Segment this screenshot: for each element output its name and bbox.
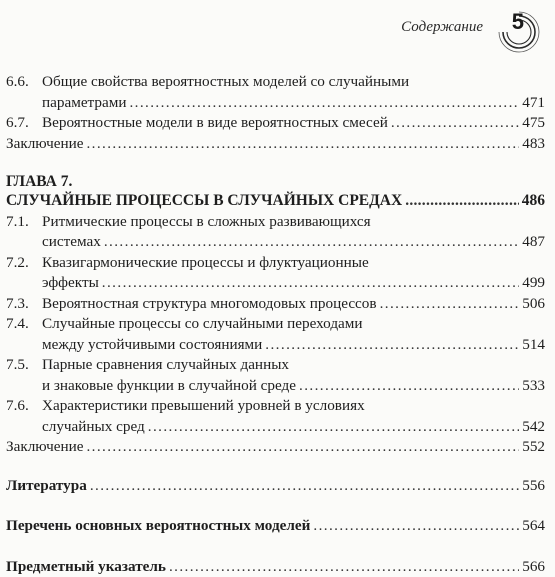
- toc-page-number: 487: [522, 232, 545, 253]
- toc-page-number: 542: [522, 417, 545, 438]
- toc-entry-7-6[interactable]: [6, 396, 545, 437]
- leader-dots: [148, 417, 519, 438]
- toc-page-number: 486: [522, 191, 545, 212]
- toc-entry-7-4[interactable]: [6, 314, 545, 355]
- toc-page-number: 556: [522, 476, 545, 497]
- toc-entry-7-3[interactable]: [6, 294, 545, 315]
- page-number: 5: [512, 9, 524, 35]
- leader-dots: [405, 191, 519, 212]
- toc-page-number: 552: [522, 437, 545, 458]
- toc-entry-text: эффекты: [42, 273, 99, 294]
- toc-page-number: 506: [522, 294, 545, 315]
- toc-entry-7-5[interactable]: [6, 355, 545, 396]
- toc-entry-text: параметрами: [42, 93, 126, 114]
- leader-dots: [265, 335, 519, 356]
- toc-entry-text: Вероятностные модели в виде вероятностных смесей: [42, 113, 388, 134]
- toc-entry-7-1[interactable]: [6, 212, 545, 253]
- toc-entry-text: Литература: [6, 476, 87, 497]
- toc-entry-models-list[interactable]: [6, 516, 545, 537]
- toc-entry-conclusion-6[interactable]: [6, 134, 545, 155]
- toc-entry-number: 7.2.: [6, 253, 29, 274]
- toc-entry-text: между устойчивыми состояниями: [42, 335, 262, 356]
- leader-dots: [169, 557, 519, 577]
- toc-entry-text: Заключение: [6, 134, 83, 155]
- toc-page-number: 564: [522, 516, 545, 537]
- toc-entry-text: Ритмические процессы в сложных развивающихся: [42, 212, 371, 233]
- toc-entry-text: случайных сред: [42, 417, 145, 438]
- leader-dots: [104, 232, 519, 253]
- toc-entry-number: 7.3.: [6, 294, 29, 315]
- leader-dots: [90, 476, 519, 497]
- toc-page-number: 514: [522, 335, 545, 356]
- toc-entry-6-7[interactable]: [6, 113, 545, 134]
- toc-page-number: 566: [522, 557, 545, 577]
- toc-entry-subject-index[interactable]: [6, 557, 545, 577]
- toc-entry-text: Квазигармонические процессы и флуктуационные: [42, 253, 369, 274]
- leader-dots: [391, 113, 519, 134]
- toc-entry-text: Предметный указатель: [6, 557, 166, 577]
- leader-dots: [313, 516, 519, 537]
- leader-dots: [86, 134, 519, 155]
- leader-dots: [86, 437, 519, 458]
- toc-entry-text: Перечень основных вероятностных моделей: [6, 516, 310, 537]
- toc-entry-6-6[interactable]: [6, 72, 545, 113]
- leader-dots: [299, 376, 519, 397]
- toc-entry-number: 7.1.: [6, 212, 29, 233]
- toc-entry-text: Общие свойства вероятностных моделей со случайными: [42, 72, 409, 93]
- toc-page-number: 533: [522, 376, 545, 397]
- toc-entry-chapter-7[interactable]: [6, 191, 545, 212]
- toc-page-number: 499: [522, 273, 545, 294]
- toc-entry-number: 7.4.: [6, 314, 29, 335]
- toc-entry-text: Парные сравнения случайных данных: [42, 355, 289, 376]
- toc-entry-number: 7.5.: [6, 355, 29, 376]
- toc-entry-number: 6.7.: [6, 113, 29, 134]
- table-of-contents: [6, 72, 545, 577]
- chapter-title: СЛУЧАЙНЫЕ ПРОЦЕССЫ В СЛУЧАЙНЫХ СРЕДАХ: [6, 191, 402, 212]
- running-header: [0, 6, 555, 58]
- toc-entry-number: 6.6.: [6, 72, 29, 93]
- chapter-heading: ГЛАВА 7.: [6, 172, 545, 191]
- leader-dots: [380, 294, 520, 315]
- toc-entry-text: Вероятностная структура многомодовых процессов: [42, 294, 377, 315]
- toc-entry-number: 7.6.: [6, 396, 29, 417]
- toc-entry-conclusion-7[interactable]: [6, 437, 545, 458]
- toc-page-number: 483: [522, 134, 545, 155]
- toc-entry-7-2[interactable]: [6, 253, 545, 294]
- toc-entry-text: Случайные процессы со случайными переходами: [42, 314, 363, 335]
- toc-entry-text: системах: [42, 232, 101, 253]
- toc-entry-literature[interactable]: [6, 476, 545, 497]
- running-header-title: Содержание: [401, 19, 483, 36]
- leader-dots: [102, 273, 519, 294]
- toc-entry-text: Характеристики превышений уровней в условиях: [42, 396, 365, 417]
- toc-page-number: 475: [522, 113, 545, 134]
- toc-entry-text: и знаковые функции в случайной среде: [42, 376, 296, 397]
- toc-entry-text: Заключение: [6, 437, 83, 458]
- leader-dots: [129, 93, 519, 114]
- toc-page-number: 471: [522, 93, 545, 114]
